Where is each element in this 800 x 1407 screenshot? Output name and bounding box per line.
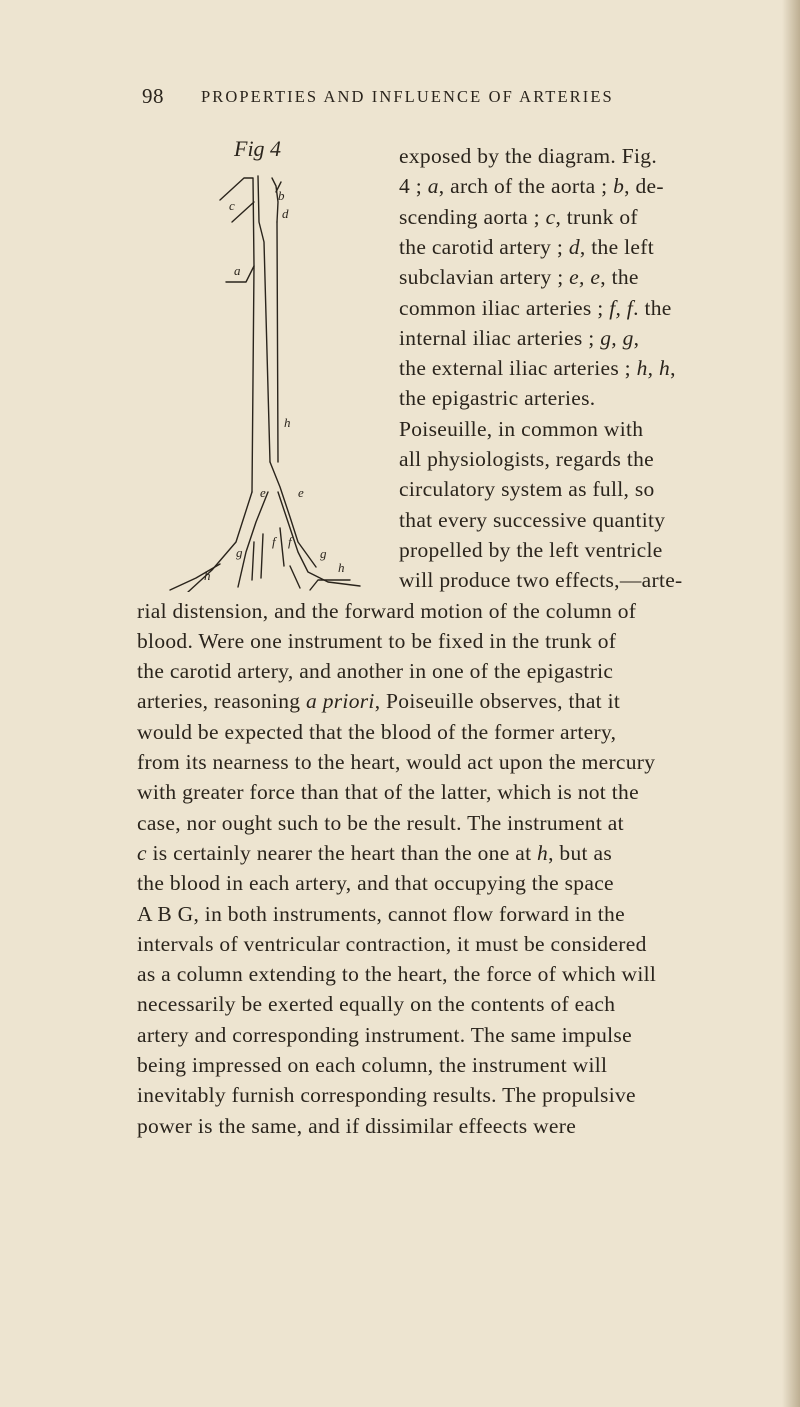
text-span: from its nearness to the heart, would act upon the mercury [137,750,656,774]
descending-aorta-right [277,222,278,462]
text-span: case, nor ought such to be the result. The instrument at [137,810,624,835]
text-line [137,1083,636,1108]
text-line [399,265,639,290]
label-e-left: e [260,485,266,500]
italic-text: a priori [305,689,375,714]
text-span: . the [633,295,672,320]
text-line [137,962,656,987]
text-span: , arch of the aorta ; [438,174,614,199]
carotid-left-edge [220,178,254,492]
text-line [399,205,638,230]
text-span: the epigastric arteries. [399,386,596,411]
internal-iliac-right [280,528,284,566]
label-d: d [282,206,289,221]
text-line [399,296,672,321]
text-span: would be expected that the blood of the former artery, [137,719,617,744]
italic-text: g, g [600,325,634,350]
text-span: rial distension, and the forward motion of the column of [137,598,637,623]
text-line [399,326,639,351]
page-edge-shadow [782,0,800,1407]
text-span: as a column extending to the heart, the force of which will [137,962,657,987]
text-line [399,508,665,533]
text-span: , but as [548,840,612,865]
left-edge-descending [258,176,270,462]
carotid-inner-edge [232,202,254,222]
text-span: being impressed on each column, the instrument will [137,1053,608,1077]
internal-iliac-left-b [261,534,263,578]
label-c: c [229,198,235,213]
text-span: , the [600,265,639,290]
italic-text: a [427,174,439,199]
text-line [137,1053,607,1078]
text-line [399,568,683,593]
text-line [137,599,636,624]
text-span: , [670,356,676,381]
text-line [399,235,654,260]
text-span: internal iliac arteries ; [399,325,601,350]
label-a: a [234,263,241,278]
text-line [137,1023,632,1048]
text-span: that every successive quantity [399,507,666,532]
text-line [137,750,655,775]
text-span: , the left [579,234,654,259]
common-iliac-right-inner [270,462,316,567]
text-span: 4 ; [399,174,428,199]
text-line [399,144,657,169]
text-line [137,902,625,927]
italic-text: e, e [569,265,601,290]
italic-text: b [613,174,625,199]
text-line [399,174,664,199]
text-line [137,932,647,957]
arterial-diagram-figure [150,136,390,606]
text-span: the carotid artery ; [399,234,569,259]
label-g-right: g [320,546,327,561]
external-iliac-right [310,580,350,590]
page-header [0,84,800,114]
italic-text: f, f [609,295,634,320]
text-line [399,447,654,472]
italic-text: d [568,234,580,259]
text-span: , [633,325,640,350]
text-span: scending aorta ; [399,204,546,229]
text-line [137,629,616,654]
text-span: propelled by the left ventricle [399,537,663,562]
text-span: blood. Were one instrument to be fixed in the trunk of [137,628,617,653]
figure-caption: Fig 4 [234,136,282,161]
text-line [399,477,655,502]
text-line [399,356,676,381]
label-b: b [278,188,285,203]
text-span: , de- [624,174,664,199]
text-line [399,538,663,563]
text-span: common iliac arteries ; [399,295,610,320]
text-line [137,689,620,714]
text-line [137,841,612,866]
italic-text: c [545,204,556,229]
text-span: subclavian artery ; [399,265,570,290]
text-span: the external iliac arteries ; [399,356,637,381]
running-head: PROPERTIES AND INFLUENCE OF ARTERIES [201,87,614,106]
text-span: all physiologists, regards the [399,447,655,471]
text-line [137,720,616,745]
epigastric-right [290,566,300,588]
text-line [399,386,595,411]
text-span: exposed by the diagram. Fig. [399,144,657,168]
label-f-right: f [288,534,292,549]
text-span: necessarily be exerted equally on the contents of each [137,992,616,1017]
italic-text: h, h [636,356,671,381]
text-span: intervals of ventricular contraction, it must be considered [137,931,647,956]
text-line [399,417,643,442]
label-h-top: h [284,415,291,430]
text-line [137,871,614,896]
text-line [137,659,613,684]
text-span: circulatory system as full, so [399,477,655,502]
text-span: artery and corresponding instrument. The same impulse [137,1022,632,1047]
text-span: A B G, in both instruments, cannot flow forward in the [137,901,625,926]
text-span: the carotid artery, and another in one of the epigastric [137,659,614,684]
arterial-diagram [150,162,390,592]
text-span: inevitably furnish corresponding results. The propulsive [137,1083,636,1108]
label-h-right: h [338,560,345,575]
text-line [137,780,639,805]
label-g-left: g [236,545,243,560]
text-span: Poiseuille, in common with [399,416,644,441]
internal-iliac-left [252,542,254,580]
label-h-left: h [204,568,211,583]
text-line [137,992,615,1017]
text-span: will produce two effects,—arte- [399,568,683,593]
text-line [137,811,624,836]
text-span: the blood in each artery, and that occupying the space [137,871,614,896]
text-span: with greater force than that of the latter, which is not the [137,780,639,805]
text-span: is certainly nearer the heart than the one at [146,840,538,865]
text-span: , trunk of [555,204,638,229]
text-span: power is the same, and if dissimilar effeects were [137,1113,577,1138]
text-span: arteries, reasoning [137,689,306,714]
label-e-right: e [298,485,304,500]
text-span: , Poiseuille observes, that it [374,689,621,714]
label-f-left: f [272,534,276,549]
text-line [137,1114,576,1139]
italic-text: c [137,840,147,865]
page-number: 98 [142,84,164,108]
italic-text: h [537,840,549,865]
